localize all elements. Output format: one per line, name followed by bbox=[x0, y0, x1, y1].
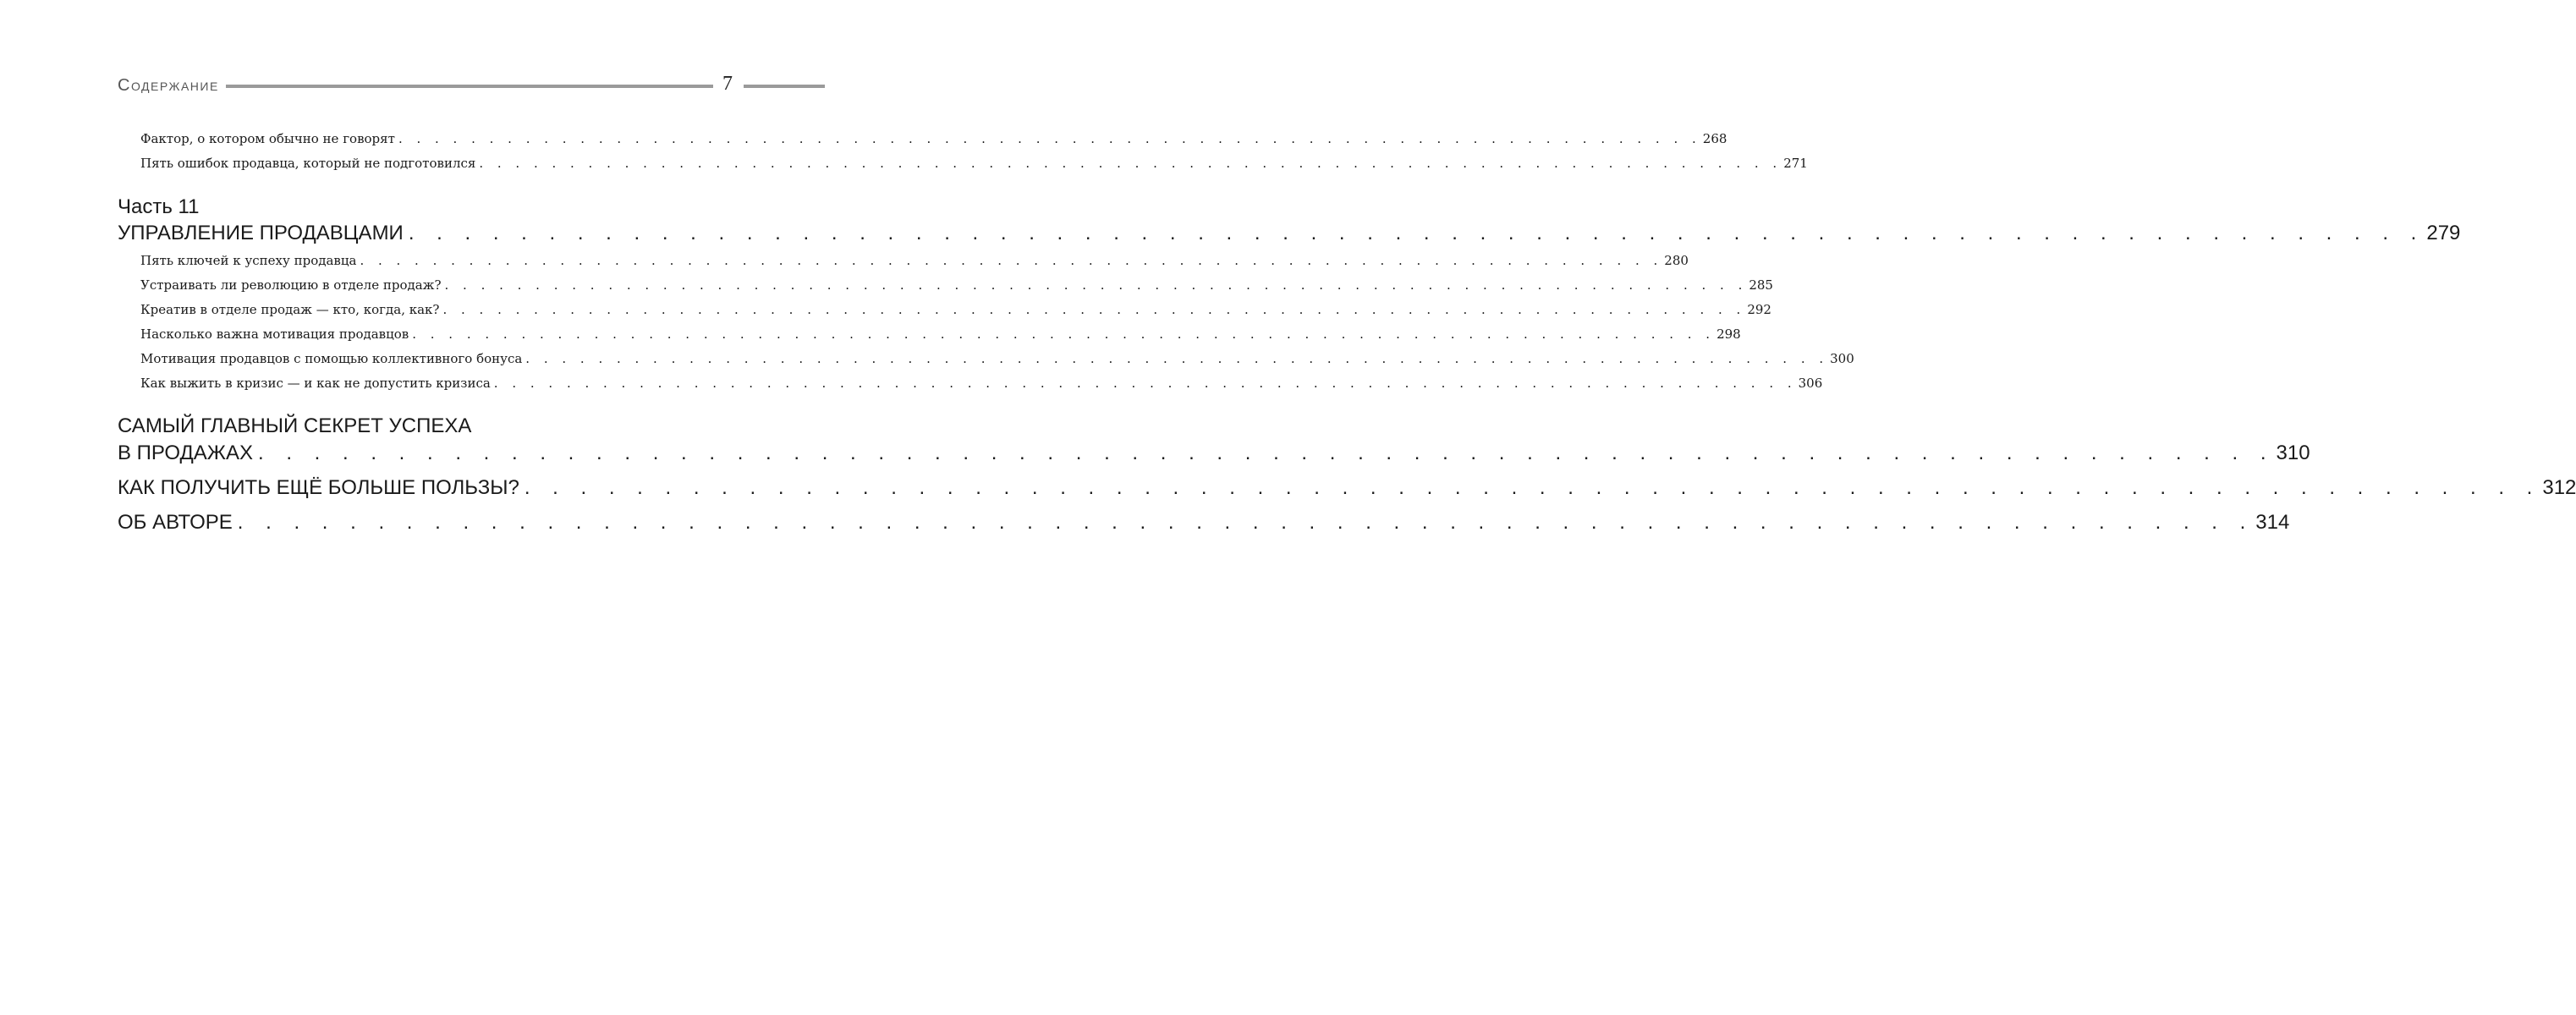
toc-entry[interactable] bbox=[140, 277, 1773, 299]
dot-leader: . . . . . . . . . . . . . . . . . . . . . . . . . . . . . . . . . . . . . . . . . . . . . . . . . . . . . . . . . . . . . . . . . . . . . . . . bbox=[493, 376, 1797, 391]
toc-entry[interactable] bbox=[140, 326, 1741, 348]
dot-leader: . . . . . . . . . . . . . . . . . . . . . . . . . . . . . . . . . . . . . . . . . . . . . . . . . . . . . . . . . . . . . . . . . . . . . . . . bbox=[525, 351, 1829, 366]
entry-title: Устраивать ли революцию в отделе продаж? bbox=[140, 277, 442, 293]
section-title: ОБ АВТОРЕ bbox=[118, 511, 233, 534]
section-title-line[interactable]: САМЫЙ ГЛАВНЫЙ СЕКРЕТ УСПЕХА bbox=[118, 414, 472, 437]
entry-title: Фактор, о котором обычно не говорят bbox=[140, 131, 395, 146]
part-title-entry[interactable] bbox=[118, 222, 2461, 250]
dot-leader: . . . . . . . . . . . . . . . . . . . . . . . . . . . . . . . . . . . . . . . . . . . . . . . . . . . . . . . . . . . . . . . . . . . . . . . . bbox=[524, 476, 2541, 499]
entry-title: Насколько важна мотивация продавцов bbox=[140, 326, 409, 342]
toc-entry[interactable] bbox=[140, 253, 1689, 275]
section-entry[interactable] bbox=[118, 442, 2310, 470]
dot-leader: . . . . . . . . . . . . . . . . . . . . . . . . . . . . . . . . . . . . . . . . . . . . . . . . . . . . . . . . . . . . . . . . . . . . . . . . bbox=[479, 156, 1782, 171]
dot-leader: . . . . . . . . . . . . . . . . . . . . . . . . . . . . . . . . . . . . . . . . . . . . . . . . . . . . . . . . . . . . . . . . . . . . . . . . bbox=[444, 277, 1748, 293]
section-title: КАК ПОЛУЧИТЬ ЕЩЁ БОЛЬШЕ ПОЛЬЗЫ? bbox=[118, 476, 519, 499]
entry-title: Пять ошибок продавца, который не подготовился bbox=[140, 156, 476, 171]
dot-leader: . . . . . . . . . . . . . . . . . . . . . . . . . . . . . . . . . . . . . . . . . . . . . . . . . . . . . . . . . . . . . . . . . . . . . . . . bbox=[237, 511, 2255, 534]
toc-entry[interactable] bbox=[140, 131, 1727, 153]
page-number: 7 bbox=[722, 73, 733, 95]
dot-leader: . . . . . . . . . . . . . . . . . . . . . . . . . . . . . . . . . . . . . . . . . . . . . . . . . . . . . . . . . . . . . . . . . . . . . . . . bbox=[442, 302, 1746, 317]
dot-leader: . . . . . . . . . . . . . . . . . . . . . . . . . . . . . . . . . . . . . . . . . . . . . . . . . . . . . . . . . . . . . . . . . . . . . . . . bbox=[257, 442, 2275, 464]
header-rule-left bbox=[226, 85, 713, 88]
entry-page-number: 268 bbox=[1702, 131, 1727, 146]
section-entry[interactable] bbox=[118, 476, 2576, 505]
dot-leader: . . . . . . . . . . . . . . . . . . . . . . . . . . . . . . . . . . . . . . . . . . . . . . . . . . . . . . . . . . . . . . . . . . . . . . . . bbox=[412, 326, 1716, 342]
entry-title: Мотивация продавцов с помощью коллективного бонуса bbox=[140, 351, 523, 366]
entry-page-number: 306 bbox=[1798, 376, 1823, 391]
entry-title: Креатив в отделе продаж — кто, когда, как? bbox=[140, 302, 440, 317]
running-title: Содержание bbox=[118, 76, 219, 95]
entry-page-number: 300 bbox=[1830, 351, 1854, 366]
entry-page-number: 279 bbox=[2426, 222, 2461, 244]
entry-page-number: 310 bbox=[2276, 442, 2310, 464]
entry-title: Пять ключей к успеху продавца bbox=[140, 253, 357, 268]
running-head bbox=[118, 73, 733, 98]
entry-page-number: 285 bbox=[1749, 277, 1773, 293]
toc-entry[interactable] bbox=[140, 156, 1808, 178]
toc-entry[interactable] bbox=[140, 302, 1771, 324]
toc-entry[interactable] bbox=[140, 376, 1823, 398]
entry-page-number: 312 bbox=[2542, 476, 2576, 499]
entry-page-number: 298 bbox=[1716, 326, 1741, 342]
entry-title: Как выжить в кризис — и как не допустить кризиса bbox=[140, 376, 491, 391]
section-entry[interactable] bbox=[118, 511, 2290, 540]
dot-leader: . . . . . . . . . . . . . . . . . . . . . . . . . . . . . . . . . . . . . . . . . . . . . . . . . . . . . . . . . . . . . . . . . . . . . . . . bbox=[408, 222, 2425, 244]
entry-page-number: 280 bbox=[1664, 253, 1689, 268]
part-title: УПРАВЛЕНИЕ ПРОДАВЦАМИ bbox=[118, 222, 404, 244]
part-label: Часть 11 bbox=[118, 195, 200, 218]
toc-entry[interactable] bbox=[140, 351, 1854, 373]
entry-page-number: 314 bbox=[2255, 511, 2290, 534]
dot-leader: . . . . . . . . . . . . . . . . . . . . . . . . . . . . . . . . . . . . . . . . . . . . . . . . . . . . . . . . . . . . . . . . . . . . . . . . bbox=[398, 131, 1701, 146]
header-rule-right bbox=[744, 85, 825, 88]
section-title: В ПРОДАЖАХ bbox=[118, 442, 253, 464]
dot-leader: . . . . . . . . . . . . . . . . . . . . . . . . . . . . . . . . . . . . . . . . . . . . . . . . . . . . . . . . . . . . . . . . . . . . . . . . bbox=[360, 253, 1663, 268]
entry-page-number: 271 bbox=[1783, 156, 1808, 171]
entry-page-number: 292 bbox=[1747, 302, 1771, 317]
